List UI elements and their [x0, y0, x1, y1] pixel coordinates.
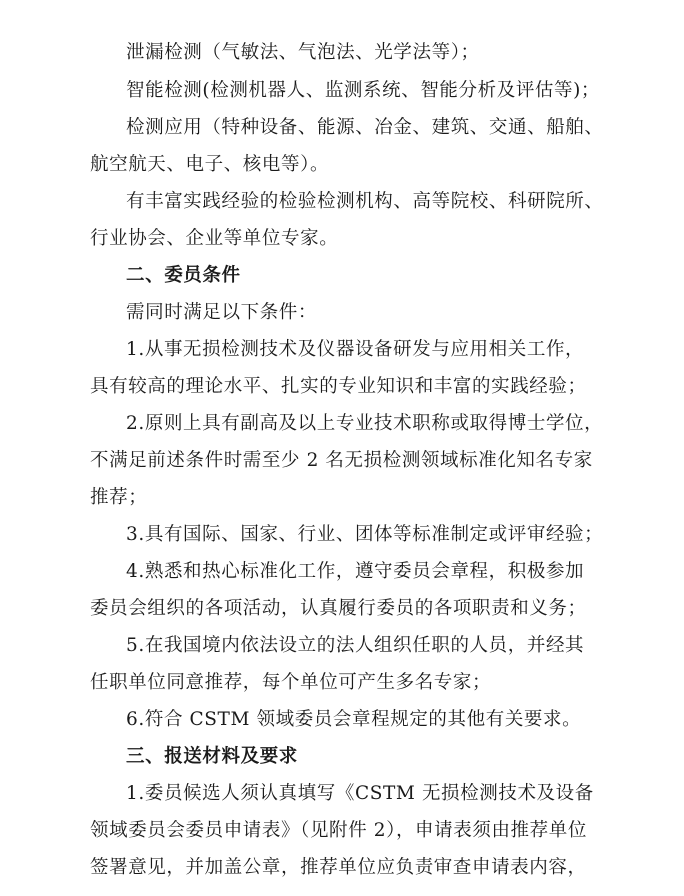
text-line: 不满足前述条件时需至少 2 名无损检测领域标准化知名专家 — [90, 450, 593, 471]
text-line: 委员会组织的各项活动，认真履行委员的各项职责和义务； — [90, 598, 587, 619]
text-line: 推荐； — [90, 487, 148, 508]
section-heading: 三、报送材料及要求 — [126, 746, 298, 767]
text-line: 签署意见，并加盖公章，推荐单位应负责审查申请表内容， — [90, 857, 587, 878]
text-line: 具有较高的理论水平、扎实的专业知识和丰富的实践经验； — [90, 376, 587, 397]
section-heading: 二、委员条件 — [126, 265, 241, 286]
text-line: 任职单位同意推荐，每个单位可产生多名专家； — [90, 672, 492, 693]
text-line: 有丰富实践经验的检验检测机构、高等院校、科研院所、 — [126, 191, 604, 212]
text-line: 1.委员候选人须认真填写《CSTM 无损检测技术及设备 — [126, 783, 594, 804]
text-line: 航空航天、电子、核电等）。 — [90, 154, 330, 175]
text-line: 5.在我国境内依法设立的法人组织任职的人员，并经其 — [126, 635, 585, 656]
text-line: 2.原则上具有副高及以上专业技术职称或取得博士学位， — [126, 413, 604, 434]
text-line: 行业协会、企业等单位专家。 — [90, 228, 339, 249]
text-line: 需同时满足以下条件： — [126, 302, 318, 323]
text-line: 3.具有国际、国家、行业、团体等标准制定或评审经验； — [126, 524, 604, 545]
text-line: 泄漏检测（气敏法、气泡法、光学法等）； — [126, 42, 480, 63]
text-line: 6.符合 CSTM 领域委员会章程规定的其他有关要求。 — [126, 709, 582, 730]
text-line: 4.熟悉和热心标准化工作，遵守委员会章程，积极参加 — [126, 561, 585, 582]
text-line: 领域委员会委员申请表》（见附件 2），申请表须由推荐单位 — [90, 820, 587, 841]
text-line: 检测应用（特种设备、能源、冶金、建筑、交通、船舶、 — [126, 117, 604, 138]
text-line: 智能检测(检测机器人、监测系统、智能分析及评估等)； — [126, 80, 601, 101]
text-line: 1.从事无损检测技术及仪器设备研发与应用相关工作， — [126, 339, 585, 360]
